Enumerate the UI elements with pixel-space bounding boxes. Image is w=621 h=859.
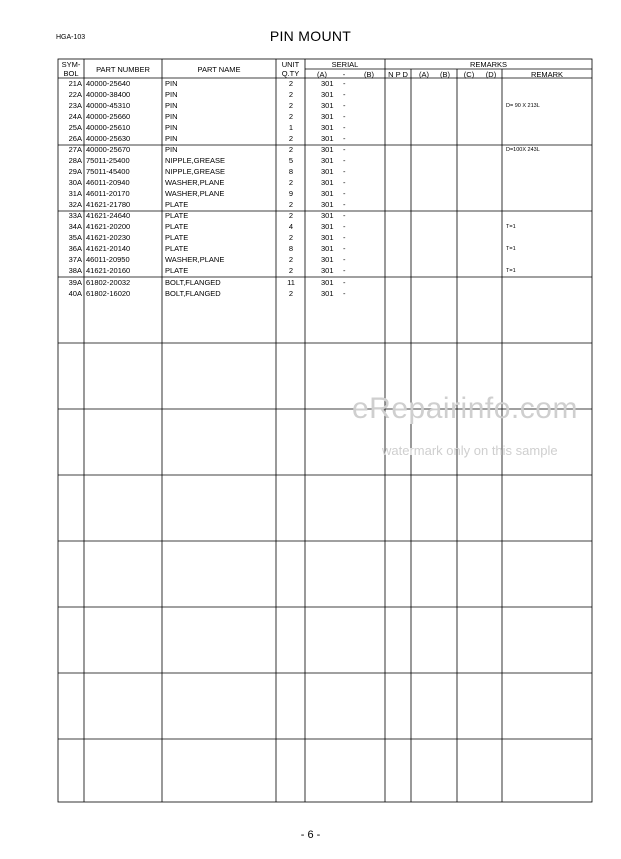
row-symbol: 37A: [68, 255, 82, 264]
row-part-name: BOLT,FLANGED: [165, 289, 221, 298]
row-serial: 301: [321, 289, 334, 298]
row-serial-dash: -: [343, 189, 346, 198]
row-part-number: 40000-38400: [86, 90, 131, 99]
row-serial: 301: [321, 134, 334, 143]
row-serial-dash: -: [343, 167, 346, 176]
row-serial: 301: [321, 233, 334, 242]
row-part-number: 41621-20200: [86, 222, 131, 231]
row-symbol: 32A: [68, 200, 82, 209]
row-part-number: 40000-45310: [86, 101, 131, 110]
row-part-number: 41621-20160: [86, 266, 131, 275]
row-qty: 2: [288, 90, 294, 99]
row-part-name: NIPPLE,GREASE: [165, 167, 226, 176]
row-part-name: PLATE: [165, 211, 189, 220]
row-remark: D= 90 X 213L: [506, 103, 540, 109]
header-serial-b: (B): [364, 70, 374, 79]
row-serial-dash: -: [343, 222, 346, 231]
row-qty: 8: [288, 167, 294, 176]
page-title: PIN MOUNT: [269, 28, 352, 44]
row-symbol: 25A: [68, 123, 82, 132]
row-serial-dash: -: [343, 112, 346, 121]
row-part-number: 41621-24640: [86, 211, 131, 220]
header-serial-dash: -: [342, 70, 346, 79]
row-serial-dash: -: [343, 255, 346, 264]
row-serial-dash: -: [343, 289, 346, 298]
row-qty: 2: [288, 178, 294, 187]
row-serial-dash: -: [343, 101, 346, 110]
row-qty: 2: [288, 289, 294, 298]
header-remarks-b: (B): [440, 70, 450, 79]
header-serial-a: (A): [317, 70, 327, 79]
row-remark: D=100X 243L: [506, 147, 540, 153]
header-unit-qty: [276, 60, 305, 78]
row-serial: 301: [321, 222, 334, 231]
header-remarks-a: (A): [419, 70, 429, 79]
row-qty: 2: [288, 134, 294, 143]
row-part-number: 40000-25670: [86, 145, 131, 154]
row-serial: 301: [321, 178, 334, 187]
row-part-number: 46011-20950: [86, 255, 130, 264]
row-remark: T=1: [506, 224, 516, 230]
row-symbol: 39A: [68, 278, 82, 287]
header-remark: REMARK: [530, 70, 564, 79]
row-symbol: 22A: [68, 90, 82, 99]
header-npd: N P D: [388, 70, 408, 79]
row-qty: 2: [288, 233, 294, 242]
row-serial-dash: -: [343, 211, 346, 220]
row-part-number: 46011-20170: [86, 189, 130, 198]
header-remarks: REMARKS: [469, 60, 508, 69]
page-number: - 6 -: [300, 829, 321, 841]
row-symbol: 26A: [68, 134, 82, 143]
row-qty: 5: [288, 156, 294, 165]
row-part-name: PIN: [165, 112, 178, 121]
row-part-number: 61802-20032: [86, 278, 131, 287]
document-code: HGA-103: [56, 34, 86, 41]
row-part-number: 75011-45400: [86, 167, 130, 176]
row-part-name: PIN: [165, 145, 178, 154]
row-symbol: 28A: [68, 156, 82, 165]
row-serial-dash: -: [343, 233, 346, 242]
row-serial: 301: [321, 156, 334, 165]
row-symbol: 36A: [68, 244, 82, 253]
header-remarks-d: (D): [485, 70, 497, 79]
row-symbol: 30A: [68, 178, 82, 187]
row-serial-dash: -: [343, 244, 346, 253]
row-serial: 301: [321, 167, 334, 176]
row-serial: 301: [321, 189, 334, 198]
row-part-name: BOLT,FLANGED: [165, 278, 221, 287]
row-remark: T=1: [506, 246, 516, 252]
row-qty: 2: [288, 145, 294, 154]
row-serial-dash: -: [343, 79, 346, 88]
row-serial: 301: [321, 255, 334, 264]
row-serial-dash: -: [343, 266, 346, 275]
row-remark: T=1: [506, 268, 516, 274]
row-serial: 301: [321, 101, 334, 110]
row-part-name: NIPPLE,GREASE: [165, 156, 226, 165]
row-serial-dash: -: [343, 134, 346, 143]
row-symbol: 29A: [68, 167, 82, 176]
header-symbol-line1: SYM-: [61, 60, 81, 69]
row-part-name: PIN: [165, 123, 178, 132]
row-qty: 2: [288, 211, 294, 220]
row-part-number: 41621-20140: [86, 244, 131, 253]
row-part-name: WASHER,PLANE: [165, 255, 225, 264]
row-serial: 301: [321, 211, 334, 220]
row-qty: 2: [288, 79, 294, 88]
row-part-number: 46011-20940: [86, 178, 130, 187]
row-part-number: 41621-20230: [86, 233, 131, 242]
row-qty: 9: [288, 189, 294, 198]
row-part-name: WASHER,PLANE: [165, 189, 225, 198]
header-remarks-c: (C): [463, 70, 475, 79]
row-part-number: 61802-16020: [86, 289, 131, 298]
row-qty: 2: [288, 255, 294, 264]
header-symbol: [58, 60, 84, 78]
row-serial: 301: [321, 123, 334, 132]
row-part-number: 40000-25630: [86, 134, 131, 143]
row-part-name: PLATE: [165, 222, 189, 231]
row-qty: 2: [288, 200, 294, 209]
row-symbol: 31A: [68, 189, 82, 198]
row-serial-dash: -: [343, 145, 346, 154]
row-qty: 2: [288, 112, 294, 121]
row-part-number: 40000-25610: [86, 123, 131, 132]
row-part-name: PLATE: [165, 233, 189, 242]
row-part-name: PIN: [165, 134, 178, 143]
row-qty: 2: [288, 266, 294, 275]
row-symbol: 21A: [68, 79, 82, 88]
header-unit-line2: Q.TY: [281, 69, 300, 78]
row-serial-dash: -: [343, 90, 346, 99]
row-symbol: 24A: [68, 112, 82, 121]
row-part-name: PLATE: [165, 266, 189, 275]
row-serial: 301: [321, 90, 334, 99]
row-qty: 8: [288, 244, 294, 253]
row-symbol: 27A: [68, 145, 82, 154]
header-serial: SERIAL: [331, 60, 359, 69]
row-qty: 4: [288, 222, 294, 231]
row-part-name: PIN: [165, 79, 178, 88]
row-part-number: 40000-25660: [86, 112, 131, 121]
row-qty: 11: [287, 278, 295, 287]
row-part-name: WASHER,PLANE: [165, 178, 225, 187]
row-symbol: 38A: [68, 266, 82, 275]
header-unit-line1: UNIT: [281, 60, 300, 69]
row-serial-dash: -: [343, 200, 346, 209]
row-symbol: 33A: [68, 211, 82, 220]
row-part-name: PIN: [165, 90, 178, 99]
row-serial-dash: -: [343, 123, 346, 132]
watermark-logo-text: eRepairinfo.com: [352, 392, 578, 425]
row-qty: 2: [288, 101, 294, 110]
row-serial-dash: -: [343, 178, 346, 187]
header-part-name: PART NAME: [197, 65, 241, 74]
row-part-name: PLATE: [165, 200, 189, 209]
row-symbol: 23A: [68, 101, 82, 110]
row-qty: 1: [288, 123, 294, 132]
watermark-notice: watermark only on this sample: [382, 443, 558, 458]
row-part-number: 40000-25640: [86, 79, 131, 88]
row-part-number: 75011-25400: [86, 156, 130, 165]
row-serial: 301: [321, 244, 334, 253]
header-symbol-line2: BOL: [63, 69, 79, 78]
row-part-name: PLATE: [165, 244, 189, 253]
row-serial-dash: -: [343, 156, 346, 165]
row-serial-dash: -: [343, 278, 346, 287]
row-part-number: 41621-21780: [86, 200, 131, 209]
header-part-number: PART NUMBER: [96, 65, 150, 74]
row-part-name: PIN: [165, 101, 178, 110]
row-serial: 301: [321, 112, 334, 121]
row-symbol: 34A: [68, 222, 82, 231]
row-serial: 301: [321, 266, 334, 275]
row-serial: 301: [321, 79, 334, 88]
row-symbol: 40A: [68, 289, 82, 298]
row-symbol: 35A: [68, 233, 82, 242]
row-serial: 301: [321, 278, 334, 287]
row-serial: 301: [321, 145, 334, 154]
row-serial: 301: [321, 200, 334, 209]
